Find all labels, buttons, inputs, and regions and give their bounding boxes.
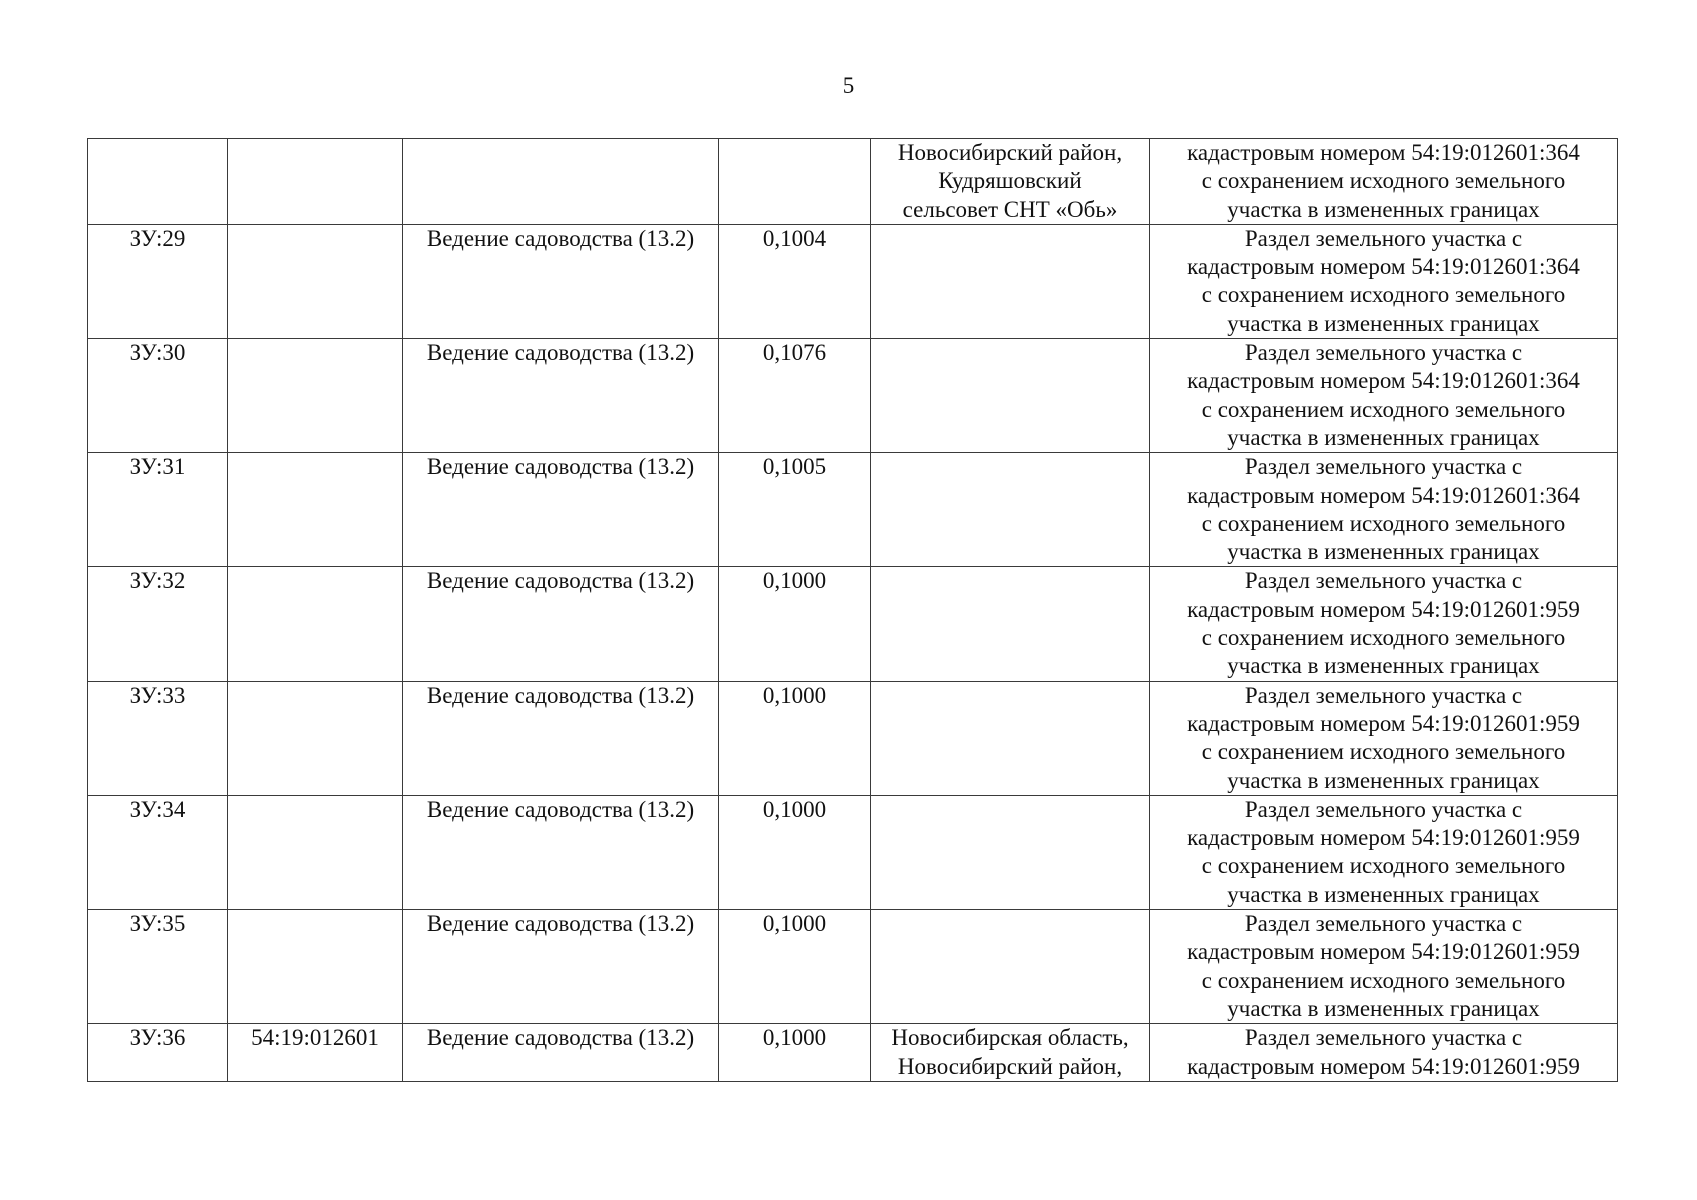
plot-id-cell: ЗУ:35: [88, 910, 228, 1024]
permitted-use-cell: Ведение садоводства (13.2): [403, 681, 719, 795]
cadastral-quarter-cell: [228, 910, 403, 1024]
table-row: [88, 910, 1618, 1024]
cadastral-quarter-cell: [228, 681, 403, 795]
address-cell: [871, 910, 1150, 1024]
area-cell: 0,1005: [719, 453, 871, 567]
plot-id-cell: ЗУ:31: [88, 453, 228, 567]
area-cell: 0,1000: [719, 567, 871, 681]
plot-id-cell: ЗУ:30: [88, 339, 228, 453]
permitted-use-cell: Ведение садоводства (13.2): [403, 1024, 719, 1082]
table-row: [88, 795, 1618, 909]
address-cell: Новосибирская область, Новосибирский район,: [871, 1024, 1150, 1082]
plot-id-cell: ЗУ:32: [88, 567, 228, 681]
area-cell: 0,1000: [719, 681, 871, 795]
table-row: [88, 453, 1618, 567]
address-cell: [871, 224, 1150, 338]
permitted-use-cell: Ведение садоводства (13.2): [403, 339, 719, 453]
permitted-use-cell: Ведение садоводства (13.2): [403, 224, 719, 338]
plot-id-cell: ЗУ:34: [88, 795, 228, 909]
cadastral-quarter-cell: [228, 339, 403, 453]
table-row: [88, 567, 1618, 681]
table-row: [88, 139, 1618, 225]
table-row: [88, 1024, 1618, 1082]
address-cell: [871, 681, 1150, 795]
plot-id-cell: ЗУ:36: [88, 1024, 228, 1082]
permitted-use-cell: [403, 139, 719, 225]
formation-method-cell: Раздел земельного участка с кадастровым номером 54:19:012601:959 с сохранением исходного земельного участка в измененных границах: [1150, 795, 1618, 909]
cadastral-quarter-cell: [228, 224, 403, 338]
address-cell: [871, 453, 1150, 567]
cadastral-quarter-cell: [228, 567, 403, 681]
address-cell: Новосибирский район, Кудряшовский сельсовет СНТ «Обь»: [871, 139, 1150, 225]
cadastral-quarter-cell: 54:19:012601: [228, 1024, 403, 1082]
formation-method-cell: Раздел земельного участка с кадастровым номером 54:19:012601:364 с сохранением исходного земельного участка в измененных границах: [1150, 224, 1618, 338]
plot-id-cell: [88, 139, 228, 225]
table-row: [88, 224, 1618, 338]
area-cell: 0,1000: [719, 1024, 871, 1082]
area-cell: 0,1076: [719, 339, 871, 453]
area-cell: 0,1000: [719, 910, 871, 1024]
address-cell: [871, 339, 1150, 453]
address-cell: [871, 567, 1150, 681]
cadastral-quarter-cell: [228, 453, 403, 567]
formation-method-cell: кадастровым номером 54:19:012601:364 с сохранением исходного земельного участка в измененных границах: [1150, 139, 1618, 225]
plot-id-cell: ЗУ:33: [88, 681, 228, 795]
formation-method-cell: Раздел земельного участка с кадастровым номером 54:19:012601:959 с сохранением исходного земельного участка в измененных границах: [1150, 567, 1618, 681]
formation-method-cell: Раздел земельного участка с кадастровым номером 54:19:012601:959 с сохранением исходного земельного участка в измененных границах: [1150, 681, 1618, 795]
page-number: 5: [842, 73, 855, 98]
plot-id-cell: ЗУ:29: [88, 224, 228, 338]
land-plots-table: [87, 138, 1618, 1082]
permitted-use-cell: Ведение садоводства (13.2): [403, 795, 719, 909]
cadastral-quarter-cell: [228, 139, 403, 225]
permitted-use-cell: Ведение садоводства (13.2): [403, 567, 719, 681]
table-row: [88, 681, 1618, 795]
table-row: [88, 339, 1618, 453]
permitted-use-cell: Ведение садоводства (13.2): [403, 453, 719, 567]
formation-method-cell: Раздел земельного участка с кадастровым номером 54:19:012601:364 с сохранением исходного земельного участка в измененных границах: [1150, 339, 1618, 453]
permitted-use-cell: Ведение садоводства (13.2): [403, 910, 719, 1024]
address-cell: [871, 795, 1150, 909]
cadastral-quarter-cell: [228, 795, 403, 909]
area-cell: [719, 139, 871, 225]
area-cell: 0,1004: [719, 224, 871, 338]
formation-method-cell: Раздел земельного участка с кадастровым номером 54:19:012601:959: [1150, 1024, 1618, 1082]
formation-method-cell: Раздел земельного участка с кадастровым номером 54:19:012601:959 с сохранением исходного земельного участка в измененных границах: [1150, 910, 1618, 1024]
formation-method-cell: Раздел земельного участка с кадастровым номером 54:19:012601:364 с сохранением исходного земельного участка в измененных границах: [1150, 453, 1618, 567]
area-cell: 0,1000: [719, 795, 871, 909]
